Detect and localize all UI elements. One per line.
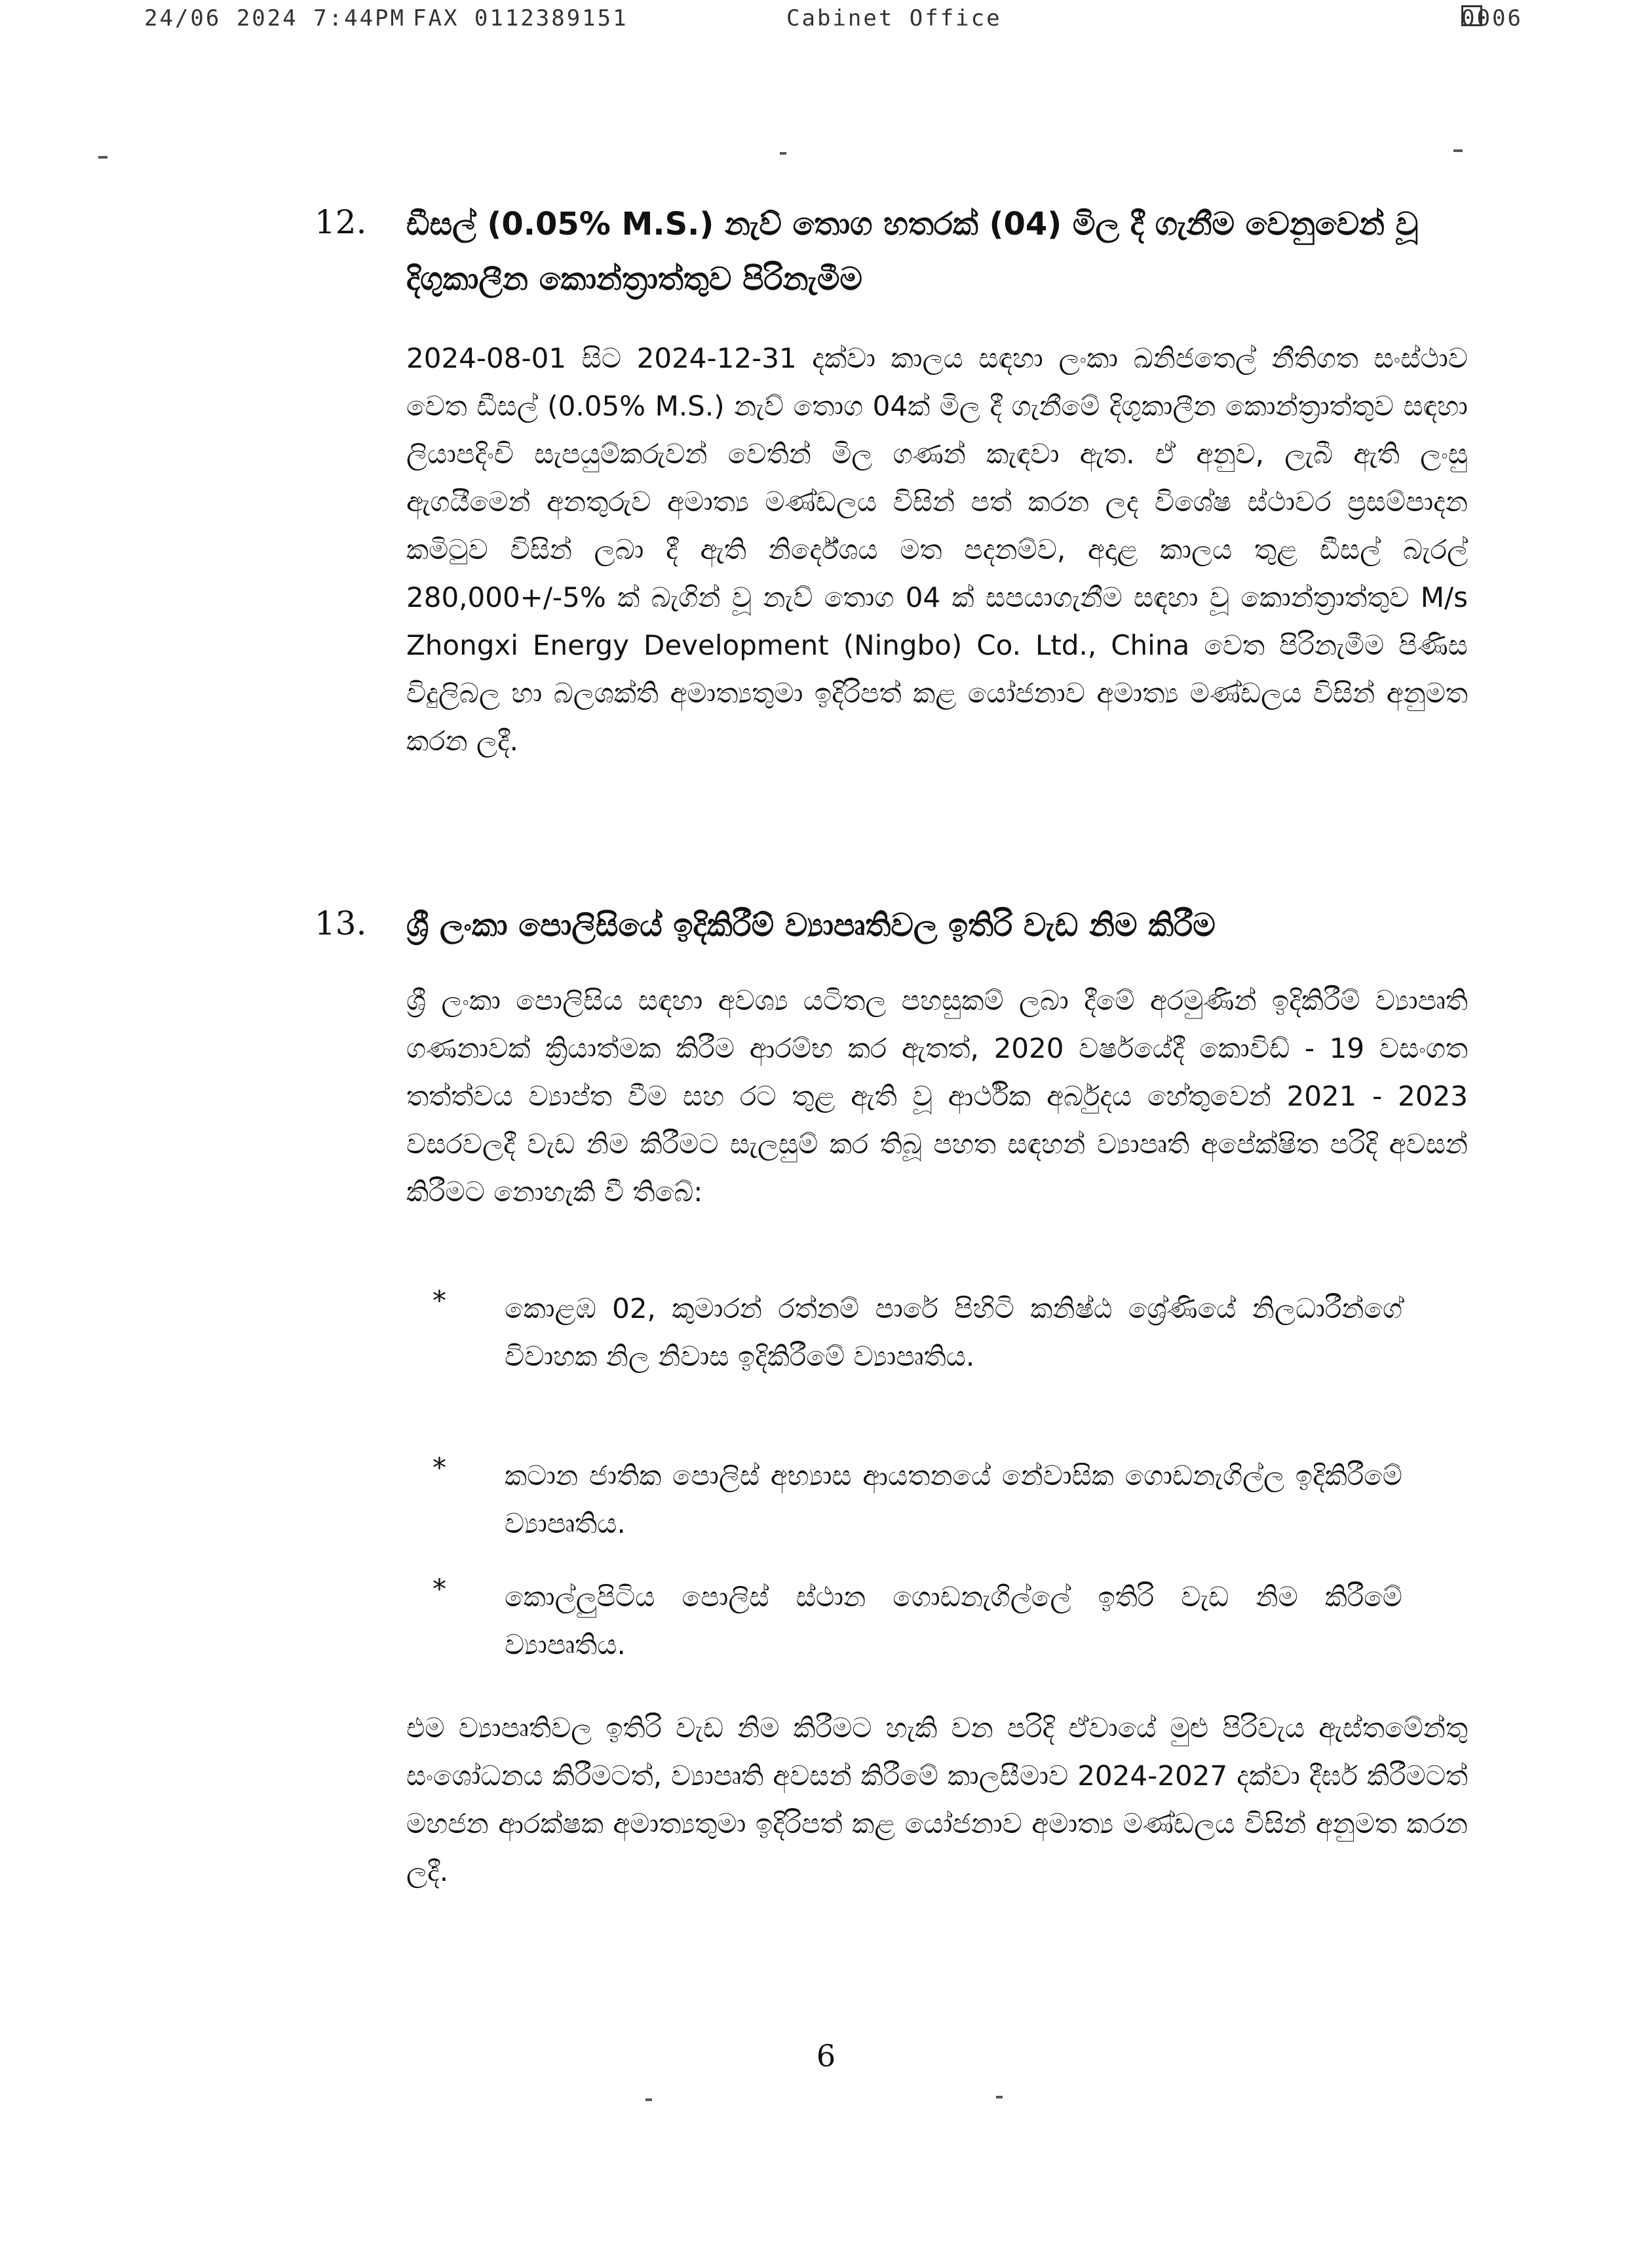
fax-datetime: 24/06 2024 7:44PM [144, 5, 406, 31]
agenda-item-13 [315, 898, 1474, 963]
item-closing-paragraph: එම ව්‍යාපෘතිවල ඉතිරි වැඩ නිම කිරීමට හැකි වන පරිදි ඒවායේ මුළු පිරිවැය ඇස්තමේන්තු සංශෝධනය කිරීමටත්, ව්‍යාපෘති අවසන් කිරීමේ කාලසීමාව 2024-2027 දක්වා දීර්ඝ කිරීමටත් මහජන ආරක්ෂක අමාත්‍යතුමා ඉදිරිපත් කළ යෝජනාව අමාත්‍ය මණ්ඩලය විසින් අනුමත කරන ලදී. [406, 1712, 1468, 1887]
scan-speck [996, 2096, 1003, 2098]
item-number: 13. [315, 904, 367, 942]
bullet-text: කටාන ජාතික පොලිස් අභ්‍යාස ආයතනයේ නේවාසික ගොඩනැගිල්ල ඉදිකිරීමේ ව්‍යාපෘතිය. [505, 1459, 1402, 1539]
scan-speck [780, 152, 786, 155]
item-paragraph: 2024-08-01 සිට 2024-12-31 දක්වා කාලය සඳහා ලංකා ඛනිජතෙල් නීතිගත සංස්ථාව වෙත ඩීසල් (0.05% M.S.) නැව් තොග 04ක් මිල දී ගැනීමේ දිගුකාලීන කොන්ත්‍රාත්තුව සඳහා ලියාපදිංචි සැපයුම්කරුවන් වෙතින් මිල ගණන් කැඳවා ඇත. ඒ අනුව, ලැබී ඇති ලංසු ඇගයීමෙන් අනතුරුව අමාත්‍ය මණ්ඩලය විසින් පත් කරන ලද විශේෂ ස්ථාවර ප්‍රසම්පාදන කමිටුව විසින් ලබා දී ඇති නිර්දේශය මත පදනම්ව, අදාළ කාලය තුළ ඩීසල් බැරල් 280,000+/-5% ක් බැගින් වූ නැව් තොග 04 ක් සපයාගැනීම සඳහා වූ කොන්ත්‍රාත්තුව M/s Zhongxi Energy Development (Ningbo) Co. Ltd., China වෙත පිරිනැමීම පිණිස විදුලිබල හා බලශක්ති අමාත්‍යතුමා ඉදිරිපත් කළ යෝජනාව අමාත්‍ය මණ්ඩලය විසින් අනුමත කරන ලදී. [406, 342, 1468, 757]
scan-speck [1453, 149, 1463, 152]
scan-speck [98, 156, 107, 159]
bullet-text: කොල්ලුපිටිය පොලිස් ස්ථාන ගොඩනැගිල්ලේ ඉතිරි වැඩ නිම කිරීමේ ව්‍යාපෘතිය. [505, 1581, 1402, 1661]
item-title: ඩීසල් (0.05% M.S.) නැව් තොග හතරක් (04) මිල දී ගැනීම වෙනුවෙන් වූ දිගුකාලීන කොන්ත්‍රාත්තුව පිරිනැමීම [406, 206, 1419, 298]
fax-header [144, 5, 1523, 45]
bullet-text: කොළඹ 02, කුමාරන් රත්නම් පාරේ පිහිටි කනිෂ්ඨ ශ්‍රේණියේ නිලධාරීන්ගේ විවාහක නිල නිවාස ඉදිකිරීමේ ව්‍යාපෘතිය. [505, 1292, 1402, 1372]
agenda-item-12 [315, 197, 1474, 315]
bullet-asterisk: * [432, 1573, 446, 1605]
bullet-asterisk: * [432, 1284, 446, 1317]
fax-page-number: 0006 [1461, 5, 1523, 31]
page-number: 6 [816, 2038, 836, 2074]
item-title: ශ්‍රී ලංකා පොලිසියේ ඉදිකිරීම් ව්‍යාපෘතිවල ඉතිරි වැඩ නිම කිරීම [406, 907, 1216, 944]
fax-sender: Cabinet Office [786, 5, 1002, 31]
bullet-asterisk: * [432, 1452, 446, 1484]
item-number: 12. [315, 203, 367, 241]
item-paragraph: ශ්‍රී ලංකා පොලිසිය සඳහා අවශ්‍ය යටිතල පහසුකම් ලබා දීමේ අරමුණින් ඉදිකිරීම් ව්‍යාපෘති ගණනාවක් ක්‍රියාත්මක කිරීම ආරම්භ කර ඇතත්, 2020 වර්ෂයේදී කොවිඩ් - 19 වසංගත තත්ත්වය ව්‍යාප්ත වීම සහ රට තුළ ඇති වූ ආර්ථික අර්බුදය හේතුවෙන් 2021 - 2023 වසරවලදී වැඩ නිම කිරීමට සැලසුම් කර තිබූ පහත සඳහන් ව්‍යාපෘති අපේක්ෂිත පරිදි අවසන් කිරීමට නොහැකි වී තිබේ: [406, 984, 1468, 1208]
fax-number: FAX 0112389151 [413, 5, 628, 31]
scan-speck [645, 2098, 652, 2101]
